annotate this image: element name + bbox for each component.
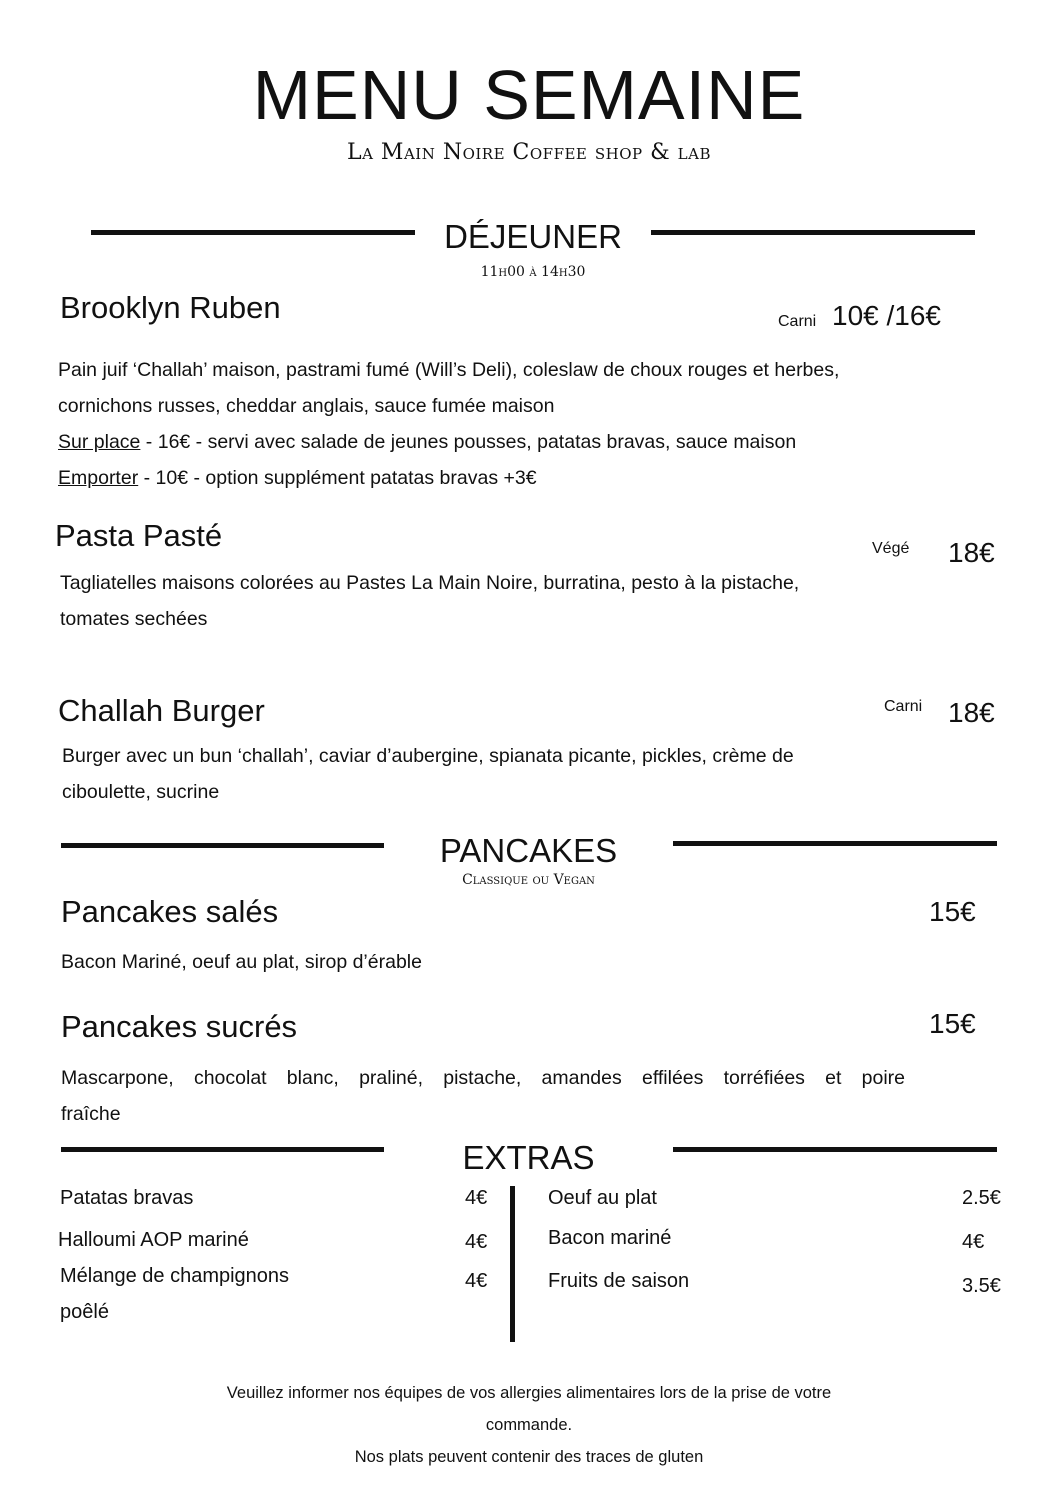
- dish-tag: Carni: [778, 313, 817, 330]
- section-title-pancakes: PANCAKES: [439, 832, 618, 869]
- option-label: Emporter: [58, 467, 139, 489]
- dish-tag: Végé: [872, 540, 910, 557]
- extra-name: Halloumi AOP mariné: [58, 1229, 249, 1251]
- description-line: Tagliatelles maisons colorées au Pastes La Main Noire, burratina, pesto à la pistache,: [60, 572, 800, 594]
- extra-name: Patatas bravas: [60, 1187, 194, 1209]
- section-divider-left: [61, 843, 384, 848]
- dish-name-brooklyn-ruben: Brooklyn Ruben: [60, 290, 281, 325]
- description-line: ciboulette, sucrine: [62, 781, 220, 803]
- serving-option-emporter: [58, 460, 1008, 496]
- description-line: Mascarpone, chocolat blanc, praliné, pistache, amandes effilées torréfiées et poire: [61, 1067, 905, 1089]
- dish-name-challah-burger: Challah Burger: [58, 693, 265, 728]
- option-text: - 10€ - option supplément patatas bravas +3€: [138, 467, 537, 489]
- dish-price: 15€: [929, 1008, 976, 1039]
- dish-description: [60, 565, 960, 637]
- extra-price: 4€: [465, 1187, 488, 1209]
- description-line: tomates sechées: [60, 608, 208, 630]
- footer-line: Nos plats peuvent contenir des traces de gluten: [354, 1448, 704, 1466]
- section-title-extras: EXTRAS: [462, 1139, 595, 1176]
- description-line: Pain juif ‘Challah’ maison, pastrami fumé (Will’s Deli), coleslaw de choux rouges et herbes,: [58, 359, 840, 381]
- section-hours: 11h00 à 14h30: [480, 264, 586, 280]
- dish-description: [61, 944, 961, 980]
- dish-price: 18€: [948, 697, 995, 728]
- dish-name-pancakes-sucres: Pancakes sucrés: [61, 1009, 298, 1044]
- dish-description: [61, 1060, 905, 1132]
- option-label: Sur place: [58, 431, 141, 453]
- extra-price: 4€: [465, 1231, 488, 1253]
- dish-price: 18€: [948, 537, 995, 568]
- description-line: Burger avec un bun ‘challah’, caviar d’aubergine, spianata picante, pickles, crème de: [62, 745, 794, 767]
- extra-name: Bacon mariné: [548, 1227, 672, 1249]
- description-line: Bacon Mariné, oeuf au plat, sirop d’érable: [61, 951, 422, 973]
- menu-subtitle: La Main Noire Coffee shop & lab: [346, 140, 712, 165]
- section-divider-left: [61, 1147, 384, 1152]
- description-line: fraîche: [61, 1103, 121, 1125]
- dish-description: [62, 738, 962, 810]
- dish-name-pancakes-sales: Pancakes salés: [61, 894, 279, 929]
- extra-name-line: Mélange de champignons: [60, 1265, 290, 1287]
- dish-description: [58, 352, 1008, 496]
- footer-line: Veuillez informer nos équipes de vos allergies alimentaires lors de la prise de votre: [226, 1384, 832, 1402]
- extra-price: 4€: [962, 1231, 985, 1253]
- serving-option-sur-place: [58, 424, 1008, 460]
- section-divider-right: [673, 841, 997, 846]
- extra-price: 4€: [465, 1270, 488, 1292]
- menu-title: MENU SEMAINE: [252, 56, 806, 134]
- extra-name: Oeuf au plat: [548, 1187, 657, 1209]
- dish-price: 10€ /16€: [832, 300, 941, 331]
- extras-column-divider: [510, 1186, 515, 1342]
- extra-price: 2.5€: [962, 1187, 1001, 1209]
- extra-name: Fruits de saison: [548, 1270, 690, 1292]
- section-title-dejeuner: DÉJEUNER: [444, 218, 622, 255]
- section-divider-left: [91, 230, 415, 235]
- description-line: cornichons russes, cheddar anglais, sauce fumée maison: [58, 395, 555, 417]
- dish-name-pasta-paste: Pasta Pasté: [55, 518, 223, 553]
- extra-price: 3.5€: [962, 1275, 1001, 1297]
- footer-line: commande.: [485, 1416, 573, 1434]
- extra-name: [60, 1258, 289, 1330]
- section-divider-right: [651, 230, 975, 235]
- allergy-notice: [0, 1377, 1058, 1473]
- section-divider-right: [673, 1147, 997, 1152]
- extra-name-line: poêlé: [60, 1301, 109, 1323]
- option-text: - 16€ - servi avec salade de jeunes pousses, patatas bravas, sauce maison: [140, 431, 797, 453]
- dish-tag: Carni: [884, 698, 923, 715]
- section-subtitle: Classique ou Vegan: [462, 872, 595, 888]
- dish-price: 15€: [929, 896, 976, 927]
